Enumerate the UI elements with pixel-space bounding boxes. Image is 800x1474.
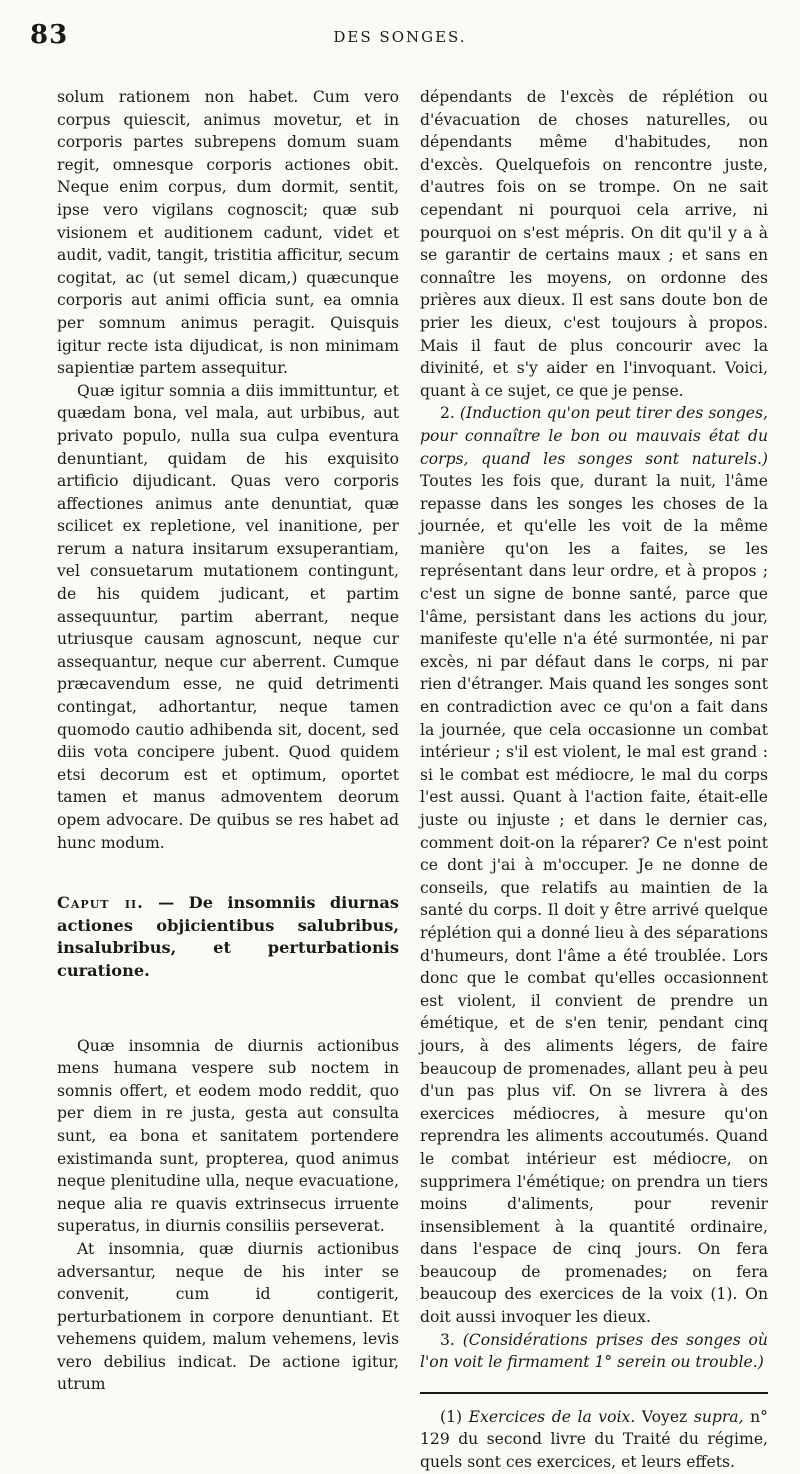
- section-2-body: Toutes les fois que, durant la nuit, l'âme repasse dans les songes les choses de la journée, et qu'elle les voit de la même manière qu'on les a faites, se les représentant dans leur ordre, et à propos ; c'est un signe de bonne santé, parce que l'âme, persistant dans les actions du jour, manifeste qu'elle n'a été surmontée, ni par excès, ni par défaut dans le corps, ni par rien d'étranger. Mais quand les songes sont en contradiction avec ce qu'on a fait dans la journée, que cela occasionne un combat intérieur ; s'il est violent, le mal est grand : si le combat est médiocre, le mal du corps l'est aussi. Quant à l'action faite, était-elle juste ou injuste ; et dans le dernier cas, comment doit-on la réparer? Ce n'est point ce dont j'ai à m'occuper. Je ne donne de conseils, que relatifs au maintien de la santé du corps. Il doit y être arrivé quelque réplétion qui a donné lieu à des séparations d'humeurs, dont l'âme a été troublée. Lors donc que le combat qu'elles occasionnent est violent, il convient de prendre un émétique, et de s'en tenir, pendant cinq jours, à des aliments légers, de faire beaucoup de promenades, allant peu à peu d'un pas plus vif. On se livrera à des exercices médiocres, à mesure qu'on reprendra les aliments accoutumés. Quand le combat intérieur est médiocre, on supprimera l'émétique; on prendra un tiers moins d'aliments, pour revenir insensiblement à la quantité ordinaire, dans l'espace de cinq jours. On fera beaucoup de promenades; on fera beaucoup des exercices de la voix (1). On doit aussi invoquer les dieux.: [420, 472, 768, 1327]
- french-section-2: [420, 402, 768, 1328]
- footnote-title: Exercices de la voix.: [468, 1407, 636, 1426]
- left-column-latin: [57, 86, 399, 1396]
- footnote-body: n° 129 du second livre du Traité du régime, quels sont ces exercices, et leurs effets.: [420, 1407, 768, 1472]
- section-2-title: (Induction qu'on peut tirer des songes, pour connaître le bon ou mauvais état du corps, quand les songes sont naturels.): [420, 404, 768, 468]
- page-header: [30, 20, 770, 50]
- footnote-divider: [420, 1392, 768, 1394]
- chapter-heading: [57, 892, 399, 982]
- section-2-number: 2.: [440, 404, 455, 423]
- right-column-french: [420, 86, 768, 1474]
- footnote-see: Voyez: [641, 1407, 688, 1426]
- latin-paragraph-1: solum rationem non habet. Cum vero corpus quiescit, animus movetur, et in corporis partes subrepens domum suam regit, omnesque corporis actiones obit. Neque enim corpus, dum dormit, sentit, ipse vero vigilans cognoscit; quæ sub visionem et auditionem cadunt, videt et audit, vadit, tangit, tristitia afficitur, secum cogitat, ac (ut semel dicam,) quæcunque corporis aut animi officia sunt, ea omnia per somnum animus peragit. Quisquis igitur recte ista dijudicat, is non minimam sapientiæ partem assequitur.: [57, 88, 399, 378]
- latin-paragraph-2: Quæ igitur somnia a diis immittuntur, et quædam bona, vel mala, aut urbibus, aut privato populo, nulla sua culpa eventura denuntiant, quidam de his exquisito artificio dijudicant. Quas vero corporis affectiones animus ante denuntiat, quæ scilicet ex repletione, vel inanitione, per rerum a natura insitarum exsuperantiam, vel consuetarum mutationem contingunt, de his quidem judicant, et partim assequuntur, partim aberrant, neque utriusque causam agnoscunt, neque cur assequantur, neque cur aberrent. Cumque præcavendum esse, ne quid detrimenti contingat, adhortantur, neque tamen quomodo cautio adhibenda sit, docent, sed diis vota concipere jubent. Quod quidem etsi decorum est et optimum, oportet tamen et manus admoventem deorum opem advocare. De quibus se res habet ad hunc modum.: [57, 381, 399, 852]
- running-head: DES SONGES.: [333, 28, 467, 46]
- section-3-number: 3.: [440, 1330, 455, 1349]
- section-3-title: (Considérations prises des songes où l'on voit le firmament 1° serein ou trouble.): [420, 1330, 768, 1372]
- footnote-mark: (1): [440, 1407, 463, 1426]
- chapter-heading-text: — De insomniis diurnas actiones objicientibus salubribus, insalubribus, et perturbationis curatione.: [57, 893, 399, 980]
- latin-paragraph-4: At insomnia, quæ diurnis actionibus adversantur, neque de his inter se convenit, cum id contigerit, perturbationem in corpore denuntiant. Et vehemens quidem, malum vehemens, levis vero debilius indicat. De actione igitur, utrum: [57, 1239, 399, 1394]
- french-section-3: [420, 1329, 768, 1374]
- footnote: [420, 1406, 768, 1474]
- latin-paragraph-3: Quæ insomnia de diurnis actionibus mens humana vespere sub noctem in somnis offert, et eodem modo reddit, quo per diem in re justa, gesta aut consulta sunt, ea bona et sanitatem portendere existimanda sunt, propterea, quod animus neque plenitudine ulla, neque evacuatione, neque alia re quavis extrinsecus irruente superatus, in diurnis consiliis perseverat.: [57, 1036, 399, 1236]
- page-number: 83: [30, 20, 69, 50]
- footnote-ref: supra,: [693, 1407, 744, 1426]
- caput-label: Caput ii.: [57, 893, 144, 913]
- french-paragraph-1: dépendants de l'excès de réplétion ou d'évacuation de choses naturelles, ou dépendants même d'habitudes, non d'excès. Quelquefois on rencontre juste, d'autres fois on se trompe. On ne sait cependant ni pourquoi cela arrive, ni pourquoi on s'est mépris. On dit qu'il y a à se garantir de certains maux ; et sans en connaître les moyens, on ordonne des prières aux dieux. Il est sans doute bon de prier les dieux, c'est toujours à propos. Mais il faut de plus concourir avec la divinité, et s'y aider en l'invoquant. Voici, quant à ce sujet, ce que je pense.: [420, 88, 768, 400]
